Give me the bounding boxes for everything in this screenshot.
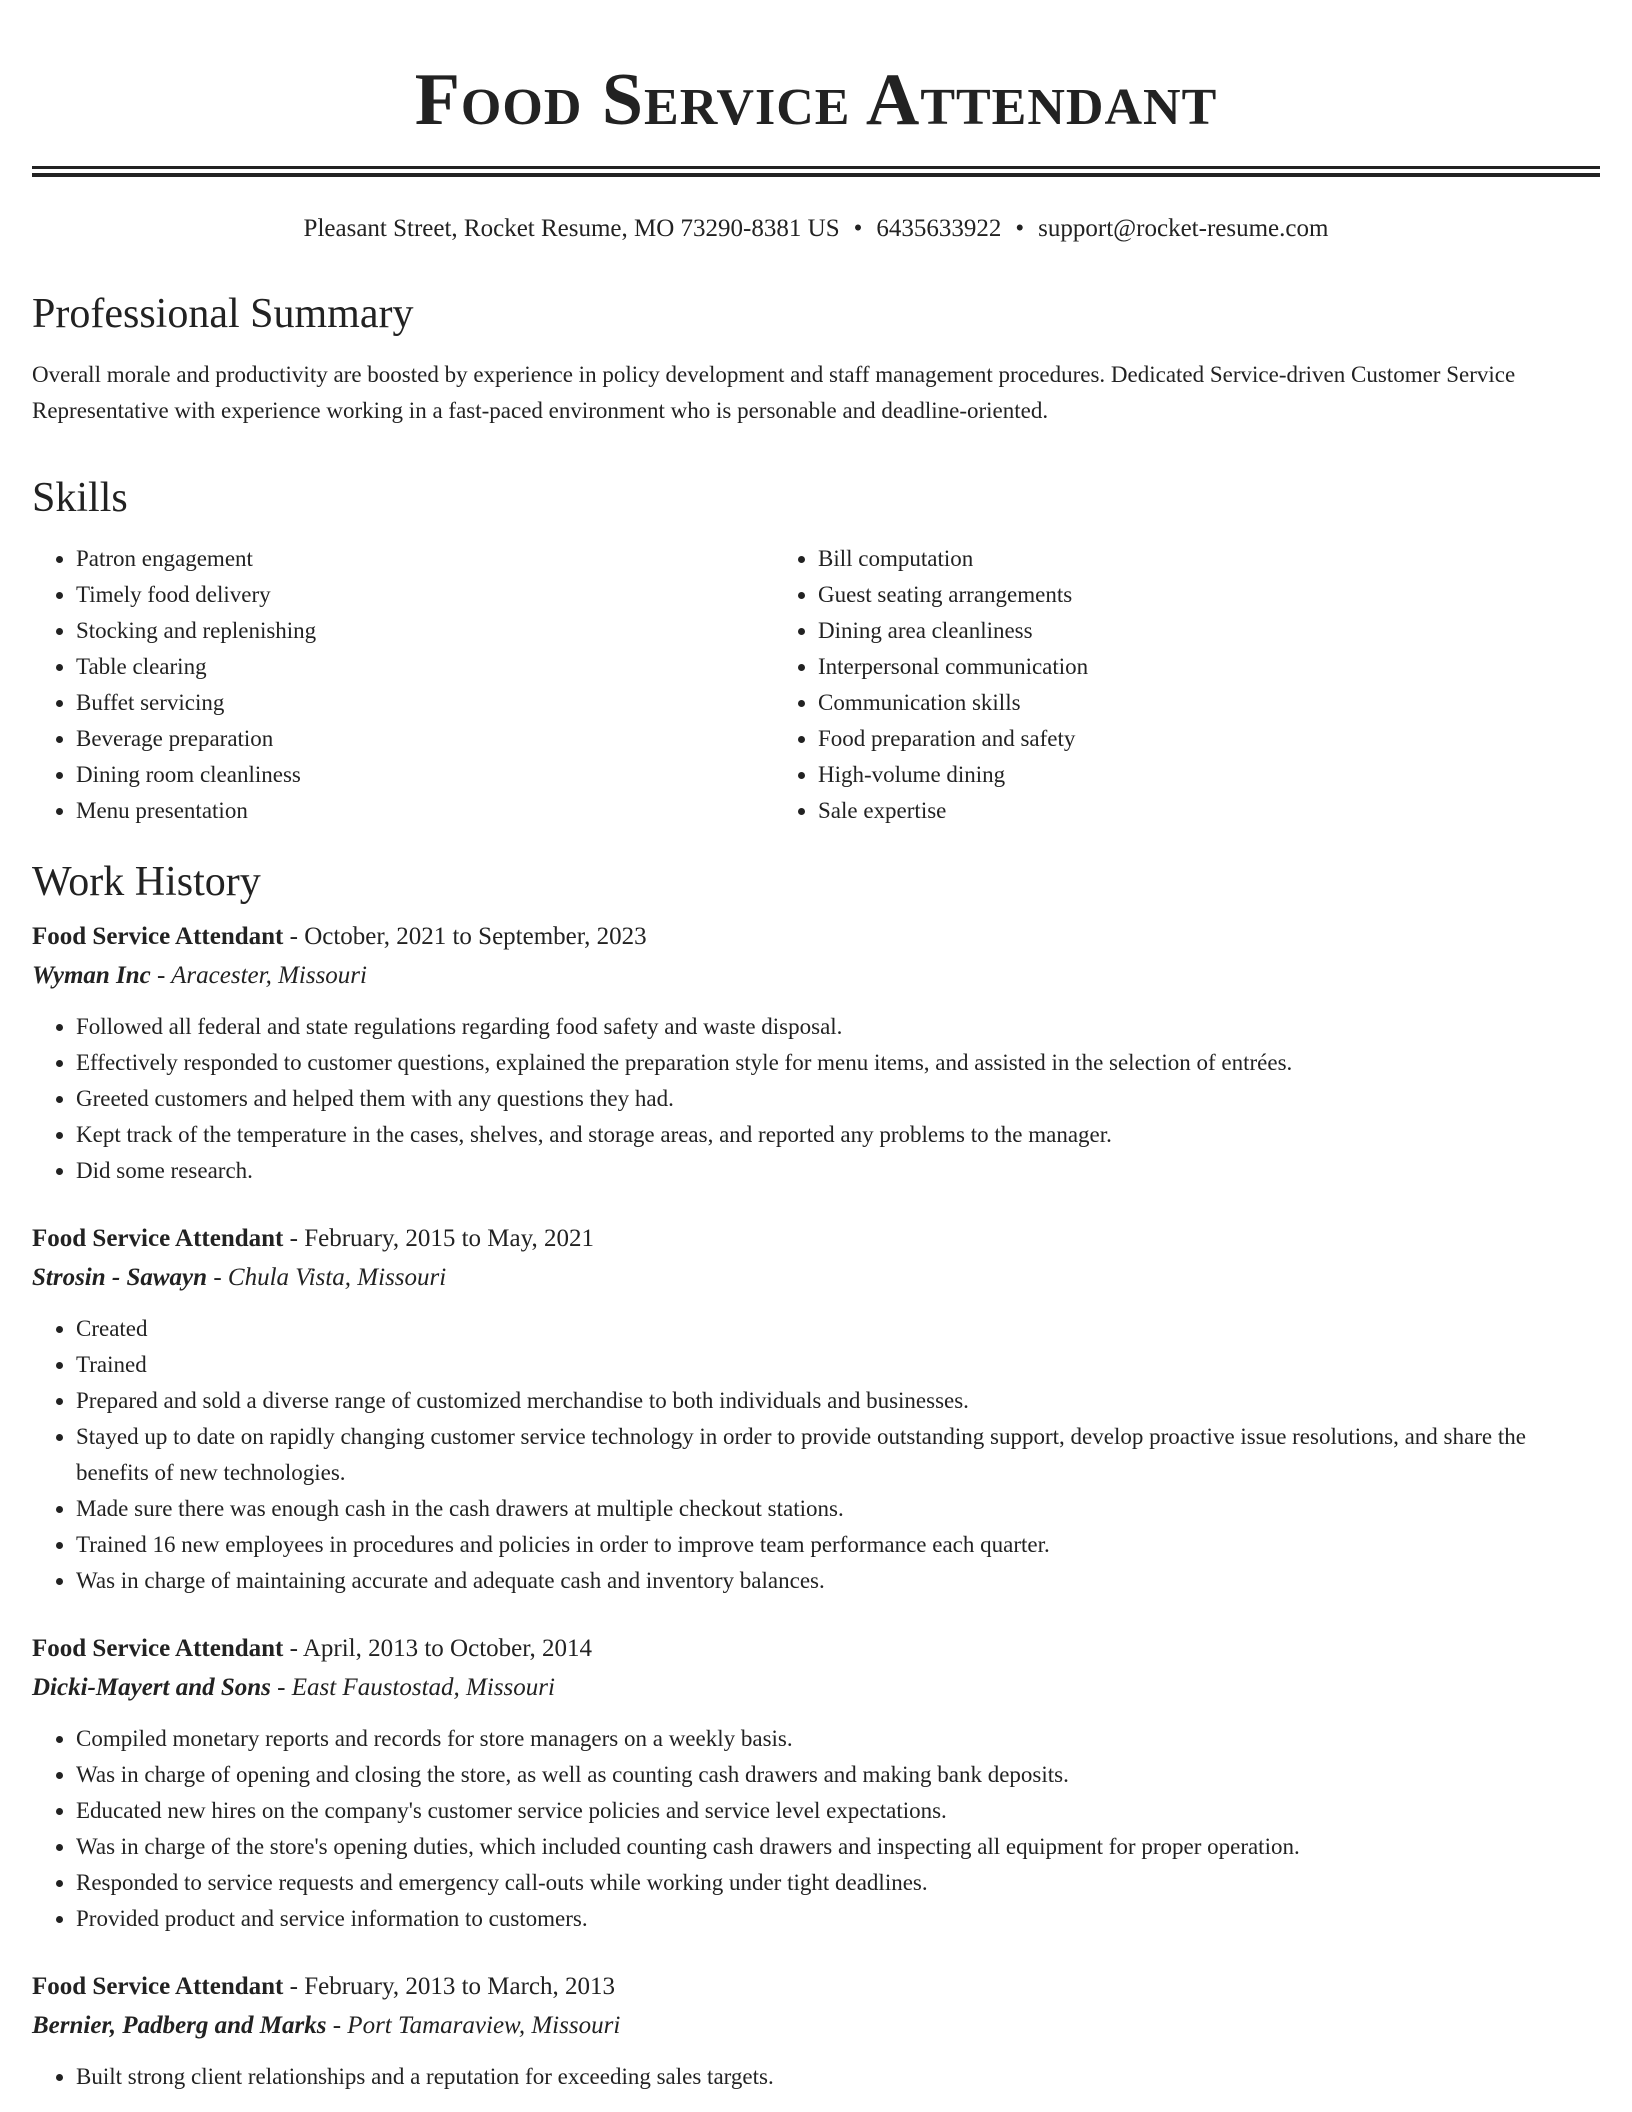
contact-separator: • — [1015, 215, 1025, 242]
skills-column-left — [32, 541, 774, 829]
job-duty: • Educated new hires on the company's customer service policies and service level expectations. — [76, 1793, 1600, 1829]
job-header — [32, 1219, 1600, 1259]
job-entry — [32, 1219, 1600, 1599]
job-employer — [32, 1669, 1600, 1707]
job-employer — [32, 957, 1600, 995]
resume-page — [32, 0, 1600, 2095]
skill-item: • Sale expertise — [818, 793, 1516, 829]
skills-list-left — [32, 541, 774, 829]
job-dates: - February, 2015 to May, 2021 — [283, 1225, 594, 1252]
skills-list-right — [774, 541, 1516, 829]
job-employer — [32, 1259, 1600, 1297]
skill-item: • Table clearing — [76, 649, 774, 685]
skill-item: • Interpersonal communication — [818, 649, 1516, 685]
job-title: Food Service Attendant — [32, 1635, 284, 1662]
job-header — [32, 1629, 1600, 1669]
skill-item: • Communication skills — [818, 685, 1516, 721]
job-duty: • Effectively responded to customer questions, explained the preparation style for menu items, and assisted in the selection of entrées. — [76, 1045, 1600, 1081]
summary-heading: Professional Summary — [32, 291, 414, 337]
title-divider — [32, 166, 1600, 177]
skills-column-right — [774, 541, 1516, 829]
skill-item: • Food preparation and safety — [818, 721, 1516, 757]
skill-item: • Menu presentation — [76, 793, 774, 829]
job-duty: • Responded to service requests and emergency call-outs while working under tight deadlines. — [76, 1865, 1600, 1901]
job-duties — [32, 1311, 1600, 1599]
job-company: Strosin - Sawayn — [32, 1264, 208, 1291]
job-dates: - April, 2013 to October, 2014 — [283, 1635, 593, 1662]
job-duties — [32, 1009, 1600, 1189]
job-duty: • Provided product and service information to customers. — [76, 1901, 1600, 1937]
job-entry — [32, 1629, 1600, 1937]
job-title: Food Service Attendant — [32, 923, 284, 950]
contact-address: Pleasant Street, Rocket Resume, MO 73290-8381 US — [303, 215, 840, 242]
job-duty: • Made sure there was enough cash in the cash drawers at multiple checkout stations. — [76, 1491, 1600, 1527]
job-duties — [32, 2059, 1600, 2095]
job-duty: • Was in charge of opening and closing the store, as well as counting cash drawers and making bank deposits. — [76, 1757, 1600, 1793]
job-dates: - February, 2013 to March, 2013 — [283, 1973, 616, 2000]
job-duty: • Compiled monetary reports and records for store managers on a weekly basis. — [76, 1721, 1600, 1757]
skill-item: • Timely food delivery — [76, 577, 774, 613]
skill-item: • Guest seating arrangements — [818, 577, 1516, 613]
skill-item: • Beverage preparation — [76, 721, 774, 757]
job-location: - Chula Vista, Missouri — [207, 1264, 447, 1291]
job-entry — [32, 917, 1600, 1189]
job-header — [32, 917, 1600, 957]
job-duty: • Stayed up to date on rapidly changing customer service technology in order to provide outstanding support, develop proactive issue resolutions, and share the benefits of new technologies. — [76, 1419, 1600, 1491]
skill-item: • Stocking and replenishing — [76, 613, 774, 649]
skill-item: • Patron engagement — [76, 541, 774, 577]
job-duty: • Followed all federal and state regulations regarding food safety and waste disposal. — [76, 1009, 1600, 1045]
skill-item: • Dining room cleanliness — [76, 757, 774, 793]
job-entry — [32, 1967, 1600, 2095]
job-duty: • Built strong client relationships and a reputation for exceeding sales targets. — [76, 2059, 1600, 2095]
job-dates: - October, 2021 to September, 2023 — [283, 923, 647, 950]
skill-item: • Bill computation — [818, 541, 1516, 577]
job-employer — [32, 2007, 1600, 2045]
contact-separator: • — [853, 215, 863, 242]
job-duty: • Was in charge of the store's opening duties, which included counting cash drawers and inspecting all equipment for proper operation. — [76, 1829, 1600, 1865]
job-duty: • Trained — [76, 1347, 1600, 1383]
work-history-heading: Work History — [32, 859, 261, 905]
skills-heading: Skills — [32, 475, 128, 521]
skill-item: • Dining area cleanliness — [818, 613, 1516, 649]
job-duty: • Was in charge of maintaining accurate and adequate cash and inventory balances. — [76, 1563, 1600, 1599]
contact-email[interactable]: support@rocket-resume.com — [1038, 215, 1329, 242]
contact-phone: 6435633922 — [876, 215, 1002, 242]
job-company: Wyman Inc — [32, 962, 151, 989]
job-duty: • Kept track of the temperature in the cases, shelves, and storage areas, and reported any problems to the manager. — [76, 1117, 1600, 1153]
job-duty: • Did some research. — [76, 1153, 1600, 1189]
job-company: Bernier, Padberg and Marks — [32, 2012, 327, 2039]
skill-item: • High-volume dining — [818, 757, 1516, 793]
skills-columns — [32, 541, 1600, 829]
job-location: - East Faustostad, Missouri — [270, 1674, 555, 1701]
job-duty: • Greeted customers and helped them with any questions they had. — [76, 1081, 1600, 1117]
contact-line — [32, 213, 1600, 245]
skill-item: • Buffet servicing — [76, 685, 774, 721]
job-company: Dicki-Mayert and Sons — [32, 1674, 271, 1701]
summary-text: Overall morale and productivity are boosted by experience in policy development and staff management procedures. Dedicated Service-driven Customer Service Representative with experience working in a fast-paced environment who is personable and deadline-oriented. — [32, 362, 1516, 423]
job-location: - Port Tamaraview, Missouri — [326, 2012, 621, 2039]
job-location: - Aracester, Missouri — [150, 962, 367, 989]
job-title: Food Service Attendant — [32, 1973, 284, 2000]
job-title: Food Service Attendant — [32, 1225, 284, 1252]
resume-title: Food Service Attendant — [414, 59, 1218, 141]
job-duty: • Trained 16 new employees in procedures and policies in order to improve team performance each quarter. — [76, 1527, 1600, 1563]
job-duty: • Created — [76, 1311, 1600, 1347]
job-duty: • Prepared and sold a diverse range of customized merchandise to both individuals and businesses. — [76, 1383, 1600, 1419]
job-header — [32, 1967, 1600, 2007]
job-duties — [32, 1721, 1600, 1937]
